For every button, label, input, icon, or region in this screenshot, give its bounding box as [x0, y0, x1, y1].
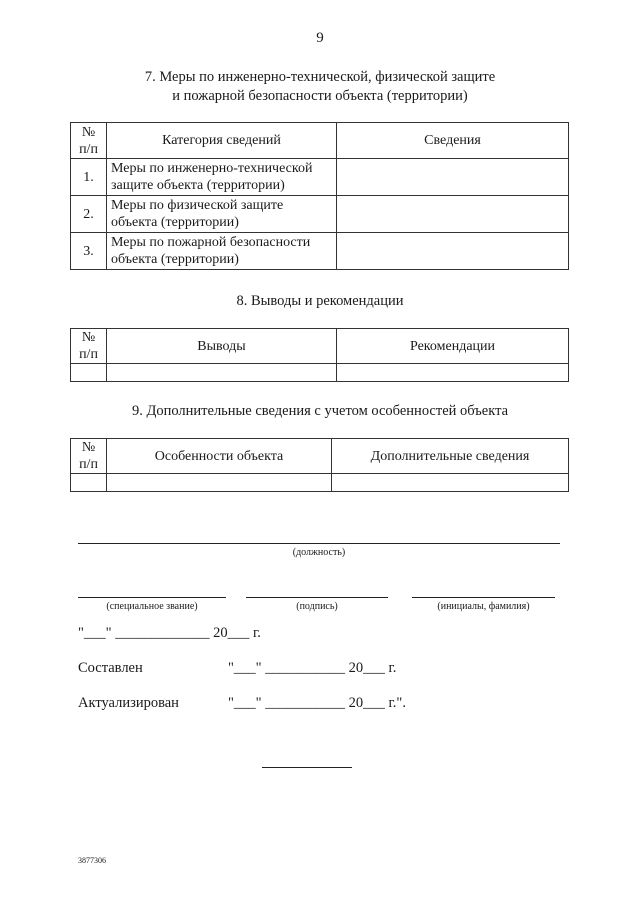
row-info-cell — [337, 196, 569, 233]
row-info-cell — [337, 233, 569, 270]
rank-line — [78, 597, 226, 598]
num-header — [71, 123, 107, 159]
table-row — [71, 233, 569, 270]
conclusions-header: Выводы — [107, 329, 337, 364]
category-line-1: Меры по физической защите — [111, 198, 284, 213]
empty-cell — [107, 474, 332, 492]
empty-cell — [71, 364, 107, 382]
document-id: 3877306 — [78, 856, 106, 865]
table-row — [71, 364, 569, 382]
table-row — [71, 159, 569, 196]
empty-cell — [332, 474, 569, 492]
num-header — [71, 439, 107, 474]
name-caption: (инициалы, фамилия) — [437, 601, 530, 612]
signature-caption: (подпись) — [296, 601, 338, 612]
section-9-title: 9. Дополнительные сведения с учетом особенностей объекта — [131, 403, 509, 419]
row-category — [107, 159, 337, 196]
info-header: Сведения — [337, 123, 569, 159]
num-header-line-2: п/п — [79, 141, 98, 157]
compiled-date: "___" ___________ 20___ г. — [228, 660, 397, 676]
closing-line — [262, 767, 352, 768]
table-header-row — [71, 123, 569, 159]
row-category — [107, 233, 337, 270]
num-header-line-2: п/п — [79, 347, 98, 362]
category-line-1: Меры по инженерно-технической — [111, 161, 313, 176]
table-header-row — [71, 329, 569, 364]
additional-header: Дополнительные сведения — [332, 439, 569, 474]
row-category — [107, 196, 337, 233]
table-header-row — [71, 439, 569, 474]
section-8-table — [70, 328, 569, 382]
page-number: 9 — [316, 30, 324, 46]
recommendations-header: Рекомендации — [337, 329, 569, 364]
empty-cell — [337, 364, 569, 382]
section-9-table — [70, 438, 569, 492]
num-header-line-1: № — [81, 330, 96, 345]
updated-date: "___" ___________ 20___ г.". — [228, 695, 406, 711]
num-header — [71, 329, 107, 364]
row-number: 3. — [71, 233, 107, 270]
section-7-table — [70, 122, 569, 270]
empty-cell — [71, 474, 107, 492]
category-header: Категория сведений — [107, 123, 337, 159]
table-row — [71, 196, 569, 233]
section-7-title-line-1: 7. Меры по инженерно-технической, физической защите — [144, 69, 496, 85]
num-header-line-1: № — [81, 440, 96, 455]
category-line-2: защите объекта (территории) — [111, 178, 285, 193]
empty-cell — [107, 364, 337, 382]
category-line-2: объекта (территории) — [111, 252, 239, 267]
num-header-line-1: № — [81, 124, 96, 140]
row-number: 1. — [71, 159, 107, 196]
signature-date: "___" _____________ 20___ г. — [78, 625, 261, 641]
position-line — [78, 543, 560, 544]
row-info-cell — [337, 159, 569, 196]
category-line-2: объекта (территории) — [111, 215, 239, 230]
updated-label: Актуализирован — [78, 695, 179, 711]
signature-line — [246, 597, 388, 598]
compiled-label: Составлен — [78, 660, 143, 676]
position-caption: (должность) — [292, 547, 346, 558]
num-header-line-2: п/п — [79, 457, 98, 472]
section-8-title: 8. Выводы и рекомендации — [236, 293, 404, 309]
rank-caption: (специальное звание) — [106, 601, 198, 612]
category-line-1: Меры по пожарной безопасности — [111, 235, 311, 250]
name-line — [412, 597, 555, 598]
features-header: Особенности объекта — [107, 439, 332, 474]
row-number: 2. — [71, 196, 107, 233]
table-row — [71, 474, 569, 492]
section-7-title-line-2: и пожарной безопасности объекта (территории) — [172, 88, 468, 104]
